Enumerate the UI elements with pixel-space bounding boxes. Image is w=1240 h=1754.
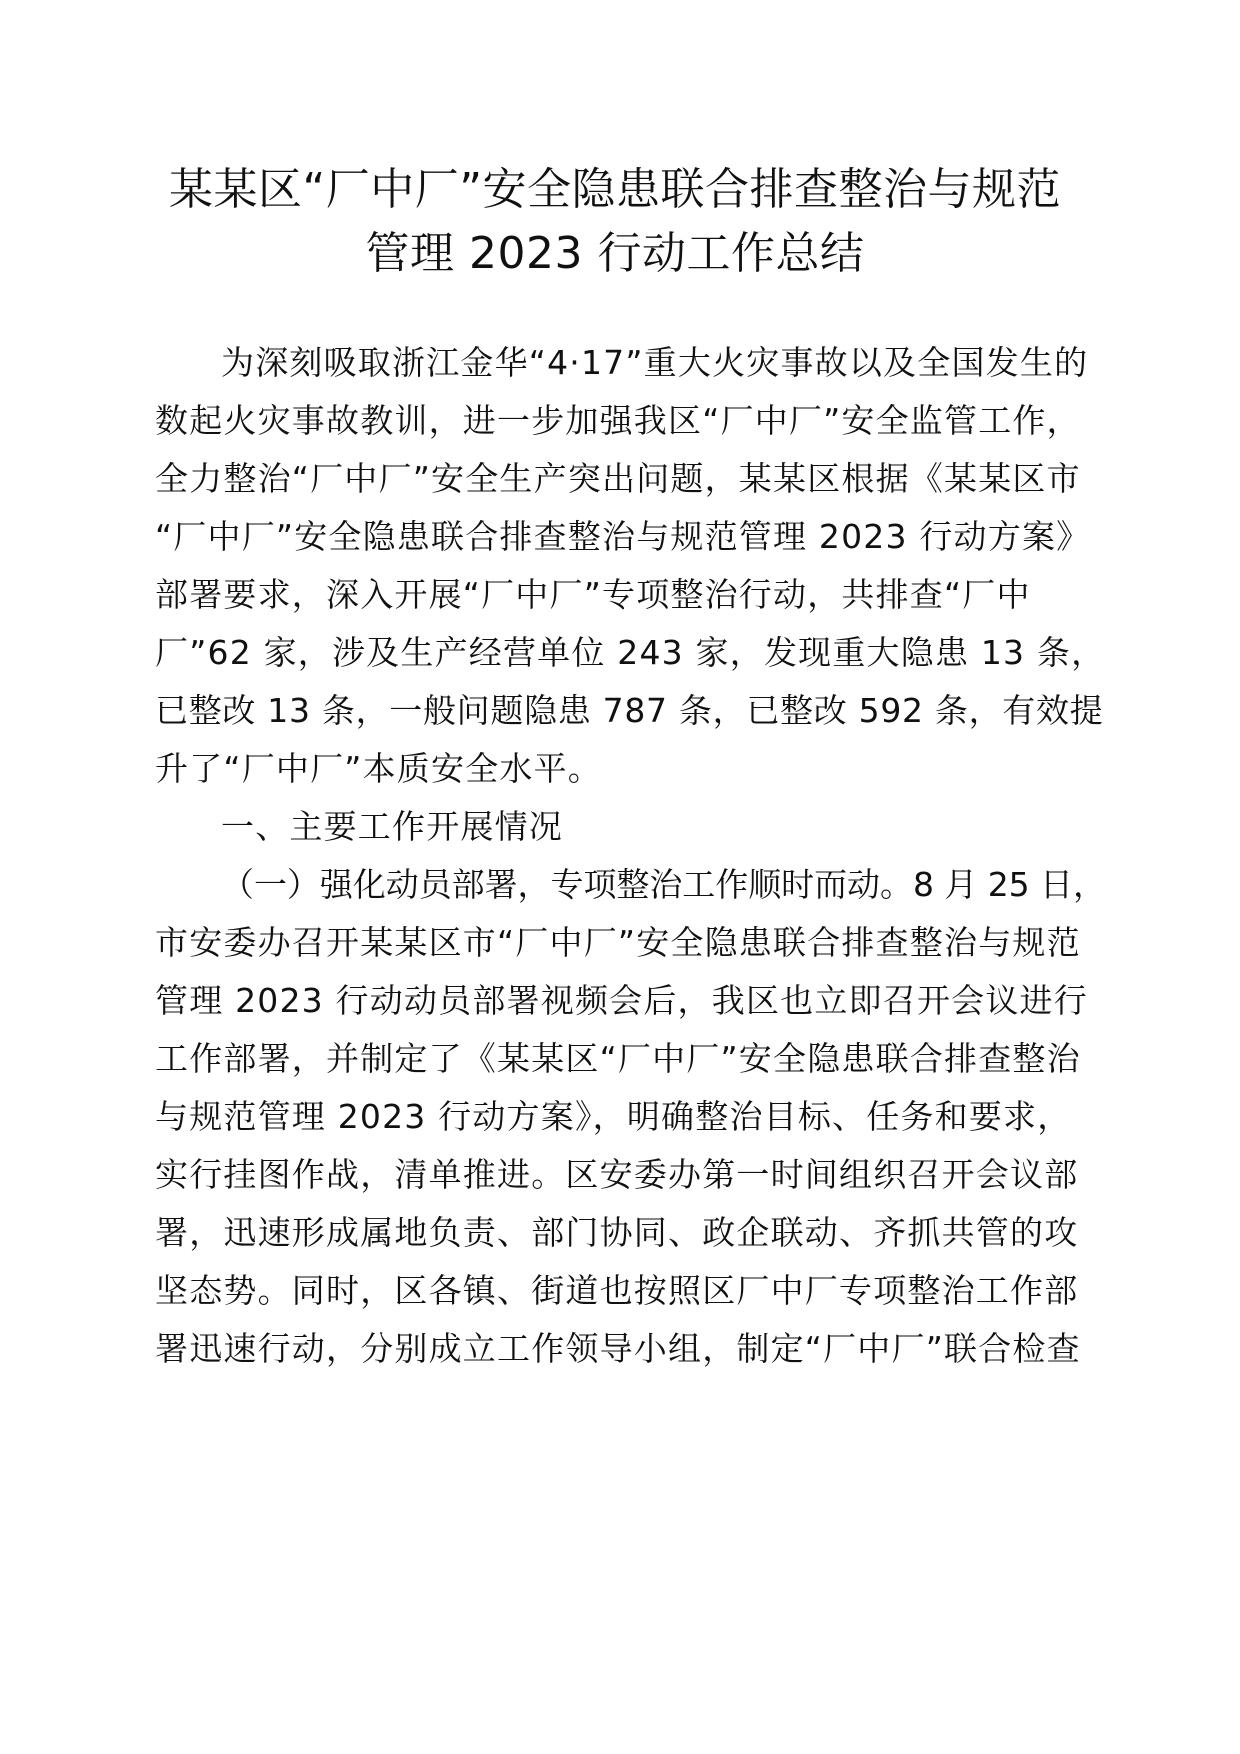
paragraph-2-line-3: 管理 2023 行动动员部署视频会后，我区也立即召开会议进行 [155, 981, 1088, 1020]
paragraph-1-line-4: “厂中厂”安全隐患联合排查整治与规范管理 2023 行动方案》 [155, 517, 1091, 556]
paragraph-1-line-1: 为深刻吸取浙江金华“4·17”重大火灾事故以及全国发生的 [221, 343, 1089, 382]
paragraph-1-line-7: 已整改 13 条，一般问题隐患 787 条，已整改 592 条，有效提 [155, 691, 1104, 730]
paragraph-2-line-9: 署迅速行动，分别成立工作领导小组，制定“厂中厂”联合检查 [155, 1329, 1081, 1368]
section-heading: 一、主要工作开展情况 [221, 807, 563, 846]
paragraph-2-line-7: 署，迅速形成属地负责、部门协同、政企联动、齐抓共管的攻 [155, 1213, 1079, 1252]
paragraph-2-line-5: 与规范管理 2023 行动方案》，明确整治目标、任务和要求， [155, 1097, 1072, 1136]
document-title-line-1: 某某区“厂中厂”安全隐患联合排查整治与规范 [168, 164, 1062, 215]
paragraph-2-line-6: 实行挂图作战，清单推进。区安委办第一时间组织召开会议部 [155, 1155, 1079, 1194]
paragraph-1-line-6: 厂”62 家，涉及生产经营单位 243 家，发现重大隐患 13 条， [155, 633, 1106, 672]
paragraph-2-line-4: 工作部署，并制定了《某某区“厂中厂”安全隐患联合排查整治 [155, 1039, 1081, 1078]
paragraph-1-line-2: 数起火灾事故教训，进一步加强我区“厂中厂”安全监管工作， [155, 401, 1081, 440]
paragraph-1-line-5: 部署要求，深入开展“厂中厂”专项整治行动，共排查“厂中 [155, 575, 1031, 614]
paragraph-2-line-1: （一）强化动员部署，专项整治工作顺时而动。8 月 25 日， [221, 865, 1106, 904]
document-title-line-2: 管理 2023 行动工作总结 [365, 228, 865, 279]
paragraph-2-line-2: 市安委办召开某某区市“厂中厂”安全隐患联合排查整治与规范 [155, 923, 1081, 962]
paragraph-1-line-3: 全力整治“厂中厂”安全生产突出问题，某某区根据《某某区市 [155, 459, 1081, 498]
paragraph-1-line-8: 升了“厂中厂”本质安全水平。 [155, 749, 602, 788]
paragraph-2-line-8: 坚态势。同时，区各镇、街道也按照区厂中厂专项整治工作部 [155, 1271, 1079, 1310]
